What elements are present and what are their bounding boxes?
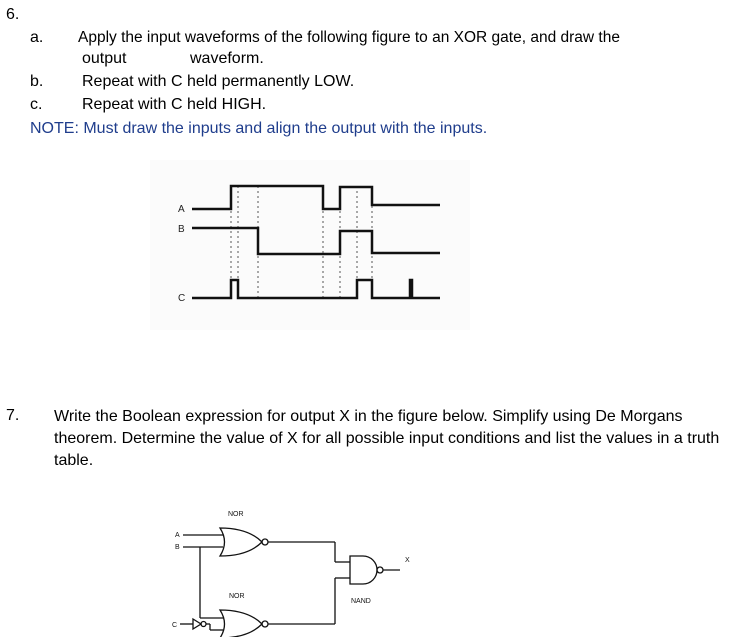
q6-b-marker: b. xyxy=(30,73,44,90)
nor-top-label: NOR xyxy=(228,511,244,518)
nand-gate xyxy=(350,556,377,584)
nor-gate-bottom xyxy=(220,610,262,637)
not-gate-c xyxy=(193,619,201,629)
q7-text: Write the Boolean expression for output X in the figure below. Simplify using De Morgans theorem. Determine the value of X for all possible input conditions and list the values in a truth table. xyxy=(54,408,720,469)
q6-c-text: Repeat with C held HIGH. xyxy=(82,96,267,113)
circuit-wires xyxy=(180,535,400,630)
input-a-label: A xyxy=(175,532,180,539)
q6-note: NOTE: Must draw the inputs and align the output with the inputs. xyxy=(30,120,488,137)
q6-a-text-line1: Apply the input waveforms of the following figure to an XOR gate, and draw the xyxy=(78,29,620,46)
q6-b-text: Repeat with C held permanently LOW. xyxy=(82,73,355,90)
nand-gate-bubble xyxy=(377,567,383,573)
q6-number: 6. xyxy=(6,6,20,23)
waveform-label-c: C xyxy=(178,293,186,304)
nand-label: NAND xyxy=(351,598,371,605)
input-c-label: C xyxy=(172,622,178,629)
nor-gate-top xyxy=(220,528,262,556)
waveform-label-a: A xyxy=(178,204,185,215)
output-x-label: X xyxy=(405,557,410,564)
nor-bottom-label: NOR xyxy=(229,593,245,600)
q6-c-marker: c. xyxy=(30,96,43,113)
q6-a-text-line2-waveform: waveform. xyxy=(190,50,264,67)
q7-number: 7. xyxy=(6,407,20,424)
q6-a-text-line2-output: output xyxy=(82,50,127,67)
input-b-label: B xyxy=(175,544,180,551)
q6-a-marker: a. xyxy=(30,29,44,46)
waveform-label-b: B xyxy=(178,224,185,235)
